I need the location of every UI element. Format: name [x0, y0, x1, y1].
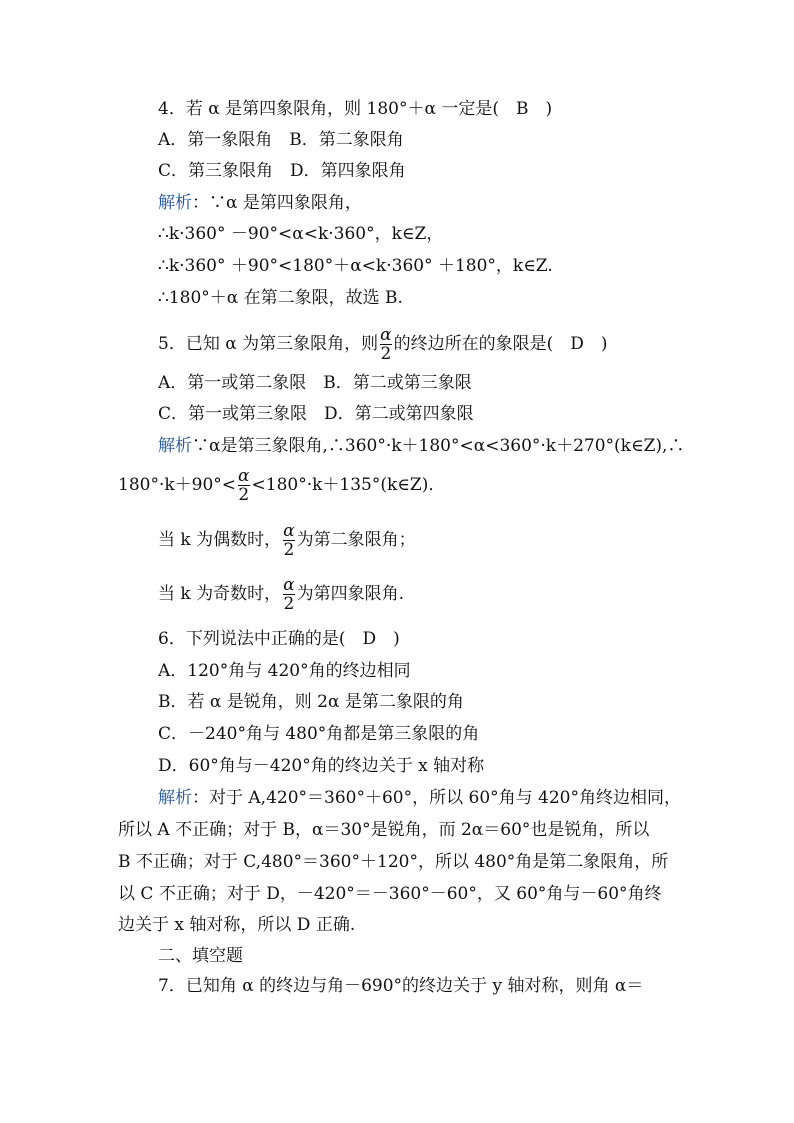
q4-solution-line4: ∴180°＋α 在第二象限，故选 B. [158, 288, 403, 308]
q5-solution-line3 [158, 521, 416, 559]
q5-line2-pre: 180°·k＋90°< [118, 475, 237, 495]
q5-line2-post: <180°·k＋135°(k∈Z)． [251, 475, 446, 495]
section-title-fill-in: 二、填空题 [158, 946, 243, 966]
q5-line2-fraction [238, 467, 249, 504]
fraction-denominator: 2 [380, 344, 392, 364]
q5-stem-pre: 5．已知 α 为第三象限角，则 [158, 334, 379, 354]
q6-stem: 6．下列说法中正确的是( D ) [158, 629, 400, 649]
q5-line3-post: 为第二象限角； [296, 530, 416, 550]
q4-options-ab: A．第一象限角 B．第二象限角 [158, 130, 404, 150]
q6-option-c: C．－240°角与 480°角都是第三象限的角 [158, 724, 480, 744]
q6-solution-line3: B 不正确；对于 C,480°＝360°＋120°，所以 480°角是第二象限角，所 [118, 852, 669, 872]
q7-stem: 7．已知角 α 的终边与角－690°的终边关于 y 轴对称，则角 α＝ [158, 976, 644, 996]
fraction-denominator: 2 [283, 594, 295, 614]
q5-options-ab: A．第一或第二象限 B．第二或第三象限 [158, 373, 472, 393]
fraction-denominator: 2 [238, 485, 250, 505]
q6-solution-text: ：对于 A,420°＝360°＋60°，所以 60°角与 420°角终边相同， [192, 788, 681, 808]
q4-solution-line3: ∴k·360° ＋90°<180°＋α<k·360° ＋180°，k∈Z. [158, 256, 553, 276]
q6-solution-line2: 所以 A 不正确；对于 B，α＝30°是锐角，而 2α＝60°也是锐角，所以 [118, 820, 650, 840]
q6-solution-label: 解析 [158, 788, 192, 808]
fraction-numerator: α [283, 521, 295, 541]
fraction-numerator: α [380, 325, 392, 345]
q5-stem-post: 的终边所在的象限是( D ) [393, 334, 608, 354]
q5-solution-text: ∵α是第三象限角,∴360°·k＋180°<α<360°·k＋270°(k∈Z),∴ [192, 436, 685, 456]
q5-solution-line1 [158, 435, 684, 457]
q6-solution-line4: 以 C 不正确；对于 D，－420°＝－360°－60°，又 60°角与－60°角终 [118, 884, 662, 904]
q5-options-cd: C．第一或第三象限 D．第二或第四象限 [158, 404, 474, 424]
q4-stem: 4．若 α 是第四象限角，则 180°＋α 一定是( B ) [158, 99, 553, 119]
q4-solution-text: ：∵α 是第四象限角， [192, 193, 362, 213]
q5-solution-label: 解析 [158, 436, 192, 456]
q5-line4-pre: 当 k 为奇数时， [158, 584, 282, 604]
q5-solution-line4 [158, 575, 404, 613]
q5-line3-pre: 当 k 为偶数时， [158, 530, 282, 550]
fraction-numerator: α [238, 466, 250, 486]
fraction-numerator: α [283, 575, 295, 595]
q4-solution-line1 [158, 192, 362, 214]
q5-line4-post: 为第四象限角. [296, 584, 404, 604]
q6-solution-line1 [158, 787, 681, 809]
q5-stem [158, 326, 608, 363]
q6-solution-line5: 边关于 x 轴对称，所以 D 正确. [118, 915, 356, 935]
q5-solution-line2 [118, 466, 445, 504]
q5-fraction [380, 326, 391, 363]
q4-solution-line2: ∴k·360° －90°<α<k·360°，k∈Z， [158, 224, 444, 244]
q4-solution-label: 解析 [158, 193, 192, 213]
fraction-denominator: 2 [283, 540, 295, 560]
q6-option-a: A．120°角与 420°角的终边相同 [158, 661, 411, 681]
q4-options-cd: C．第三象限角 D．第四象限角 [158, 161, 406, 181]
q6-option-d: D．60°角与－420°角的终边关于 x 轴对称 [158, 756, 485, 776]
q5-line4-fraction [283, 576, 294, 613]
q6-option-b: B．若 α 是锐角，则 2α 是第二象限的角 [158, 692, 464, 712]
q5-line3-fraction [283, 522, 294, 559]
